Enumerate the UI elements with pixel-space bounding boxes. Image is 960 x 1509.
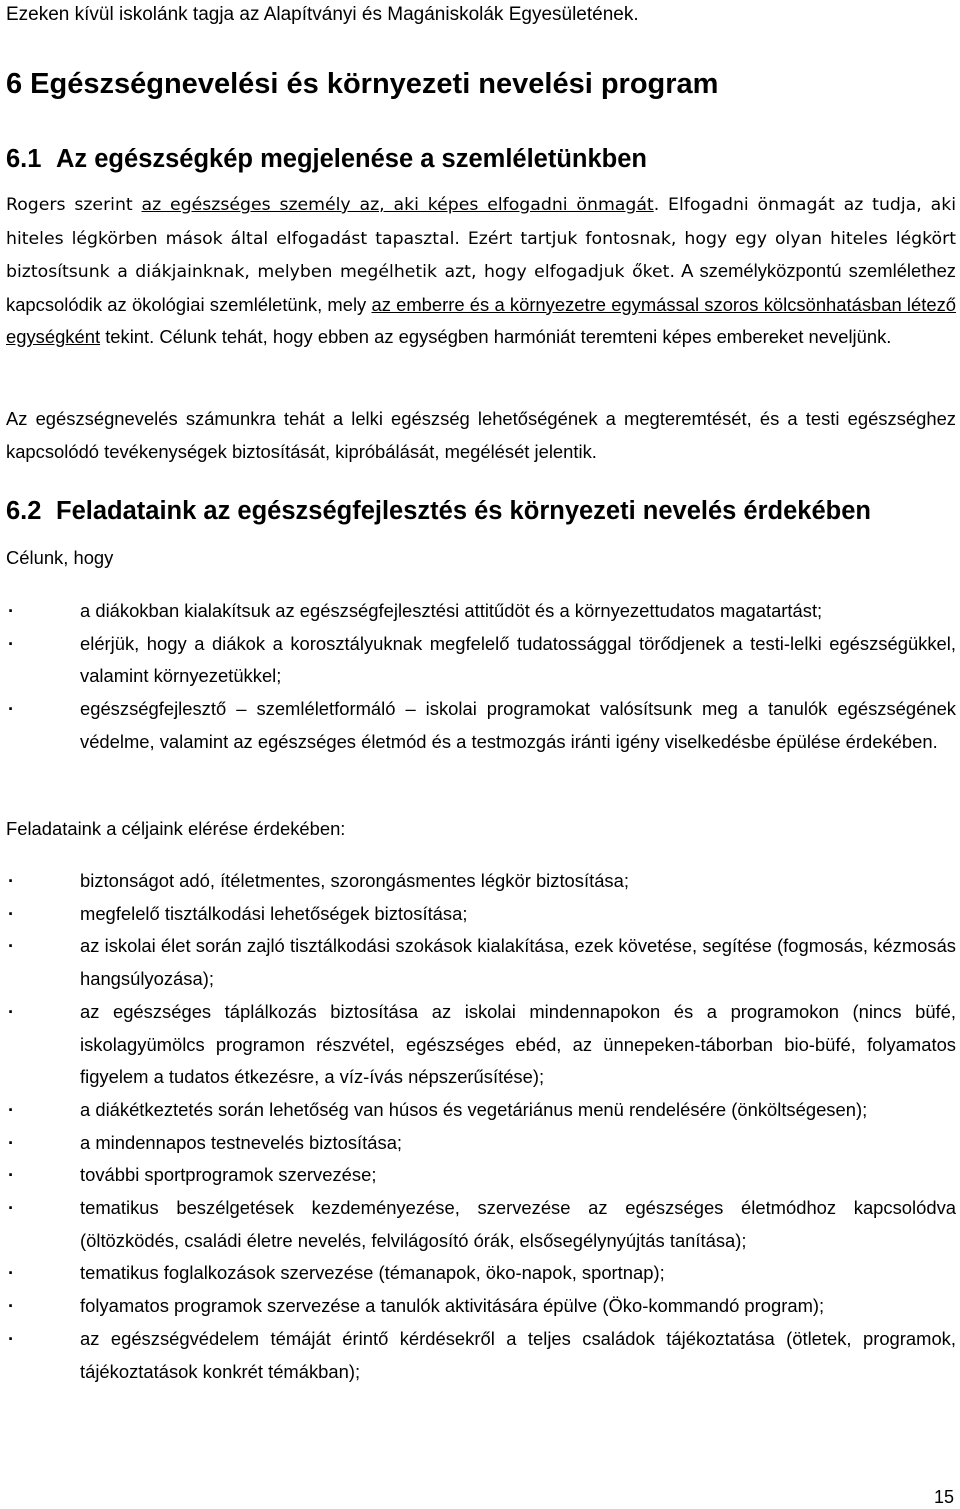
task-item: · az iskolai élet során zajló tisztálkodási szokások kialakítása, ezek követése, segítése (fogmosás, kézmosás hangsúlyozása);	[6, 930, 956, 995]
task-item: · a mindennapos testnevelés biztosítása;	[6, 1127, 956, 1160]
subsection-6-1-title: Az egészségkép megjelenése a szemléletünkben	[56, 145, 648, 173]
goals-list	[6, 595, 956, 759]
header-note: Ezeken kívül iskolánk tagja az Alapítványi és Magániskolák Egyesületének.	[6, 4, 639, 25]
task-item: · tematikus beszélgetések kezdeményezése, szervezése az egészséges életmódhoz kapcsolódva (öltözködés, családi életre nevelés, felvilágosító órák, elsősegélynyújtás tanítása);	[6, 1192, 956, 1257]
tasks-list	[6, 865, 956, 1388]
subsection-6-2-heading	[6, 497, 871, 526]
subsection-6-2-number: 6.2	[6, 497, 42, 525]
paragraph-health-education: Az egészségnevelés számunkra tehát a lelki egészség lehetőségének a megteremtését, és a testi egészséghez kapcsolódó tevékenységek biztosítását, kipróbálását, megélését jelentik.	[6, 408, 956, 462]
tasks-intro: Feladataink a céljaink elérése érdekében:	[6, 818, 346, 839]
goal-item: · elérjük, hogy a diákok a korosztályuknak megfelelő tudatossággal törődjenek a testi-lelki egészségükkel, valamint környezetükkel;	[6, 628, 956, 693]
page-number: 15	[933, 1487, 954, 1507]
p1-text-a: Rogers szerint	[6, 195, 142, 215]
p1-text-e: Célunk tehát, hogy ebben az egységben harmóniát teremteni képes embereket neveljünk.	[154, 326, 892, 347]
subsection-6-1-number: 6.1	[6, 145, 42, 173]
p1-text-b: . Elfogadni önmagát az tudja, aki hiteles légkörben mások által elfogadást tapasztal. Ezért tartjuk fontosnak, hogy egy olyan hiteles légkört biztosítsunk a diákjainknak, melyben megélhetik azt, hogy elfogadjuk őket.	[6, 195, 957, 282]
subsection-6-1-heading	[6, 145, 647, 174]
task-item: · az egészséges táplálkozás biztosítása az iskolai mindennapokon és a programokon (nincs büfé, iskolagyümölcs programon részvétel, egészséges ebéd, az ünnepeken-táborban bio-büfé, folyamatos figyelem a tudatos étkezésre, a víz-ívás népszerűsítése);	[6, 996, 956, 1094]
task-item: · az egészségvédelem témáját érintő kérdésekről a teljes családok tájékoztatása (ötletek, programok, tájékoztatások konkrét témákban);	[6, 1323, 956, 1388]
goals-intro: Célunk, hogy	[6, 547, 114, 568]
task-item: · tematikus foglalkozások szervezése (témanapok, öko-napok, sportnap);	[6, 1257, 956, 1290]
goal-item: · a diákokban kialakítsuk az egészségfejlesztési attitűdöt és a környezettudatos magatartást;	[6, 595, 956, 628]
p1-text-d: tekint.	[100, 326, 155, 347]
section-title: 6 Egészségnevelési és környezeti nevelési program	[6, 68, 719, 100]
task-item: · megfelelő tisztálkodási lehetőségek biztosítása;	[6, 898, 956, 931]
task-item: · további sportprogramok szervezése;	[6, 1159, 956, 1192]
p1-underlined-1: az egészséges személy az, aki képes elfogadni önmagát	[141, 195, 654, 215]
p1-underlined-2: az emberre és a környezetre egymással szoros kölcsönhatásban létező egységként	[6, 293, 957, 347]
task-item: · biztonságot adó, ítéletmentes, szorongásmentes légkör biztosítása;	[6, 865, 956, 898]
task-item: · a diákétkeztetés során lehetőség van húsos és vegetáriánus menü rendelésére (önköltségesen);	[6, 1094, 956, 1127]
subsection-6-2-title: Feladataink az egészségfejlesztés és környezeti nevelés érdekében	[56, 497, 871, 525]
task-item: · folyamatos programok szervezése a tanulók aktivitására épülve (Öko-kommandó program);	[6, 1290, 956, 1323]
p1-text-c: A személyközpontú szemlélethez kapcsolódik az ökológiai szemléletünk, mely	[6, 260, 956, 315]
goal-item: · egészségfejlesztő – szemléletformáló – iskolai programokat valósítsunk meg a tanulók egészségének védelme, valamint az egészséges életmód és a testmozgás iránti igény viselkedésbe épülése érdekében.	[6, 693, 956, 758]
paragraph-rogers	[6, 188, 956, 354]
